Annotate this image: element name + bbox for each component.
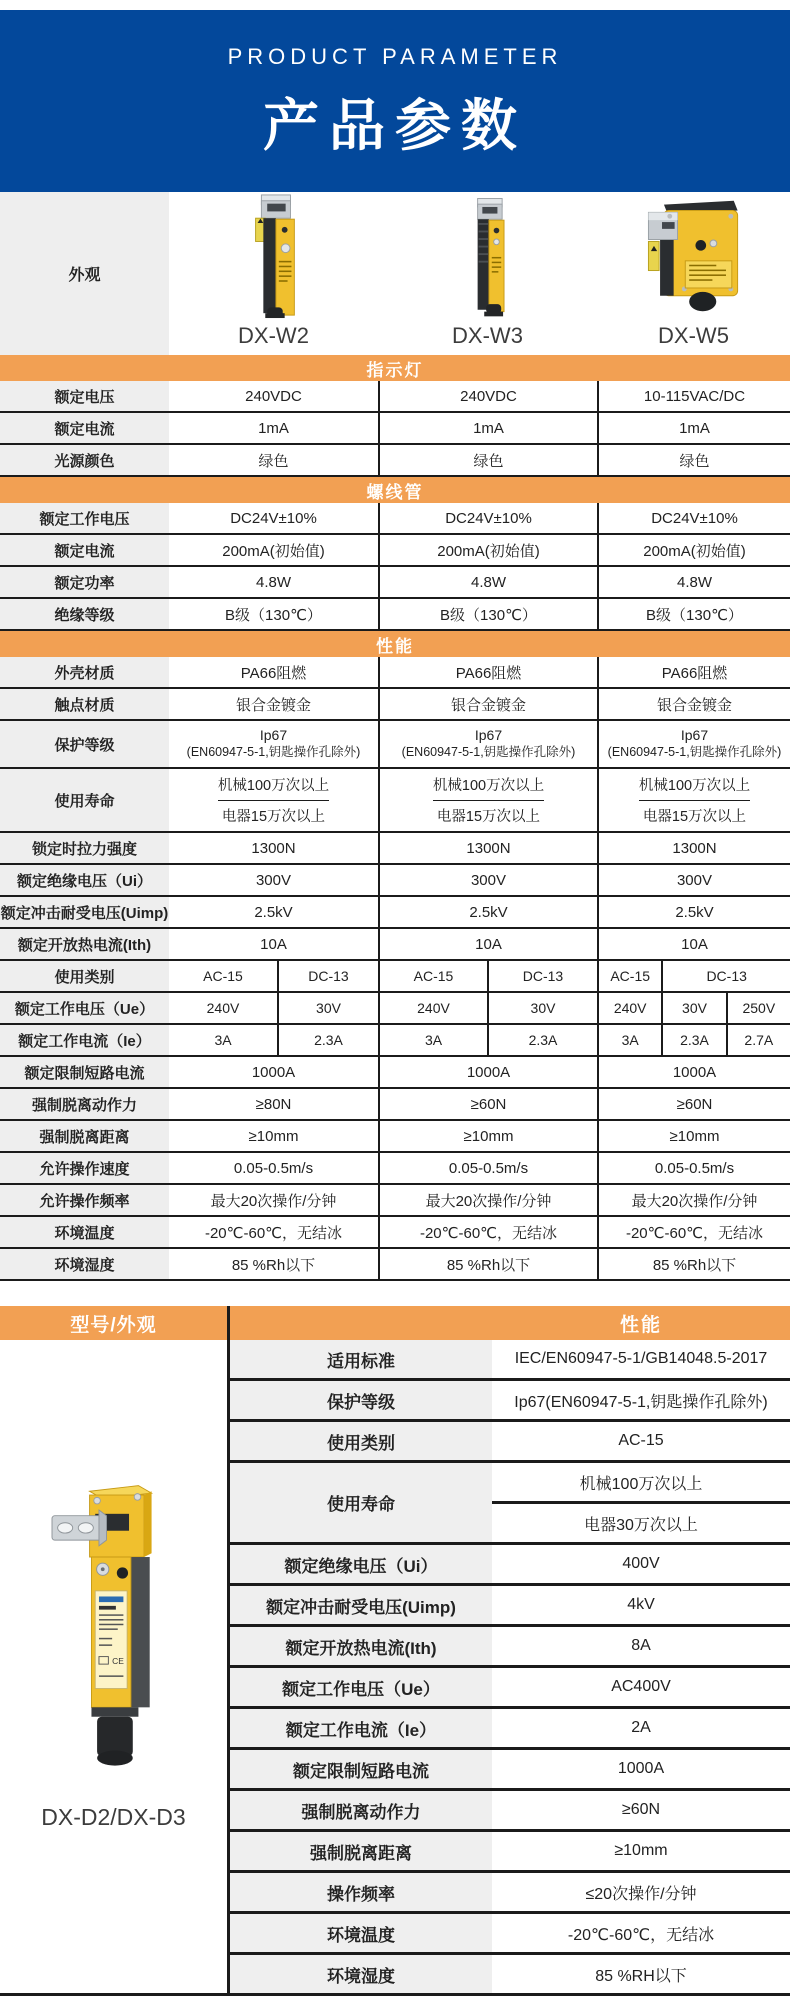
row-value: 300V: [597, 865, 790, 895]
row-value: 绿色: [378, 445, 597, 475]
row-value: 绿色: [597, 445, 790, 475]
row-label: 额定开放热电流(Ith): [0, 929, 169, 959]
row-value: 240VDC: [378, 381, 597, 411]
row-label: 额定工作电压（Ue）: [0, 993, 169, 1023]
table-row-rated-power: [0, 567, 790, 599]
table-row-ambient-humidity: [0, 1249, 790, 1281]
section-band-performance: 性能: [0, 631, 790, 657]
table-row-ambient-temperature: [230, 1914, 790, 1955]
row-value: DC24V±10%: [597, 503, 790, 533]
table-row-impulse-voltage: [230, 1586, 790, 1627]
product-image-dx-w2: [235, 193, 313, 319]
row-value: 绿色: [258, 452, 289, 470]
table-row-shell-material: [0, 657, 790, 689]
row-value: 240V 30V 250V: [597, 993, 790, 1023]
banner-subtitle: PRODUCT PARAMETER: [227, 44, 563, 69]
row-value: 300V: [255, 871, 292, 889]
row-value: 1000A: [617, 1760, 665, 1777]
row-value: AC-15 DC-13: [597, 961, 790, 991]
row-label: 使用寿命: [230, 1463, 492, 1542]
table-row-contact-material: [0, 689, 790, 721]
table-row-operating-speed: [0, 1153, 790, 1185]
table-row-short-circuit-current: [230, 1750, 790, 1791]
row-value: ≥10mm: [378, 1121, 597, 1151]
table-row-forced-release-force: [230, 1791, 790, 1832]
row-label: 保护等级: [0, 721, 169, 767]
row-label: 强制脱离距离: [0, 1121, 169, 1151]
header-performance: 性能: [619, 1314, 662, 1336]
row-value: PA66阻燃: [378, 657, 597, 687]
row-value: -20℃-60℃，无结冰: [204, 1224, 343, 1242]
row-value: 85 %Rh以下: [597, 1249, 790, 1279]
row-label: 额定电流: [0, 535, 169, 565]
product-image-dx-d2-d3: [48, 1480, 180, 1790]
table-row-standard: [230, 1340, 790, 1381]
row-value: 0.05-0.5m/s: [378, 1153, 597, 1183]
row-value: 1mA: [597, 413, 790, 443]
table-row-rated-voltage: [0, 381, 790, 413]
row-label: 额定限制短路电流: [230, 1750, 492, 1788]
row-label: 触点材质: [0, 689, 169, 719]
table-row-insulation-class: [0, 599, 790, 631]
row-value: ≥60N: [597, 1089, 790, 1119]
table-row-forced-release-distance: [0, 1121, 790, 1153]
row-label: 光源颜色: [0, 445, 169, 475]
row-value: 1mA: [378, 413, 597, 443]
row-label: 使用类别: [0, 961, 169, 991]
table-row-service-life: [0, 769, 790, 833]
product-image-dx-w5: [639, 193, 749, 319]
row-label: 操作频率: [230, 1873, 492, 1911]
product-caption: DX-W2: [238, 323, 309, 348]
row-value: 最大20次操作/分钟: [210, 1192, 337, 1210]
row-label: 额定工作电流（Ie）: [0, 1025, 169, 1055]
table-row-ambient-humidity: [230, 1955, 790, 1993]
row-value: Ip67 (EN60947-5-1,钥匙操作孔除外): [186, 727, 361, 759]
row-value: 1000A: [597, 1057, 790, 1087]
table-row-insulation-voltage: [0, 865, 790, 897]
row-label: 使用类别: [230, 1422, 492, 1460]
row-value: Ip67 (EN60947-5-1,钥匙操作孔除外): [597, 721, 790, 767]
row-value: 300V: [378, 865, 597, 895]
row-value: AC-15: [618, 1432, 664, 1449]
row-value: ≥10mm: [614, 1842, 668, 1859]
spec-table-dx-d: [0, 1306, 790, 1996]
row-label: 额定绝缘电压（Ui）: [0, 865, 169, 895]
row-value: 10A: [260, 935, 287, 953]
table-row-ambient-temperature: [0, 1217, 790, 1249]
row-label: 额定电压: [0, 381, 169, 411]
row-value: 200mA(初始值): [597, 535, 790, 565]
row-value: 4.8W: [255, 573, 291, 591]
row-value: 200mA(初始值): [222, 542, 325, 560]
table-row-insulation-voltage: [230, 1545, 790, 1586]
product-image-dx-w3: [455, 193, 521, 319]
row-value: 85 %Rh以下: [231, 1256, 316, 1274]
table-row-forced-release-force: [0, 1089, 790, 1121]
row-value: 0.05-0.5m/s: [233, 1159, 314, 1177]
table-row-light-color: [0, 445, 790, 477]
row-label: 额定开放热电流(Ith): [230, 1627, 492, 1665]
row-value: 4kV: [627, 1596, 655, 1613]
table-row-operating-frequency: [0, 1185, 790, 1217]
table-row-utilization-category: [230, 1422, 790, 1463]
table-row-thermal-current: [0, 929, 790, 961]
section-band-indicator: 指示灯: [0, 355, 790, 381]
row-value: AC400V: [611, 1678, 671, 1695]
row-value: 10A: [597, 929, 790, 959]
row-value: -20℃-60℃，无结冰: [378, 1217, 597, 1247]
row-value: 0.05-0.5m/s: [597, 1153, 790, 1183]
row-value: 10-115VAC/DC: [597, 381, 790, 411]
row-value: 2A: [631, 1719, 651, 1736]
row-value: AC-15 DC-13: [169, 961, 378, 991]
row-label: 额定冲击耐受电压(Uimp): [0, 897, 169, 927]
row-value: ≥80N: [255, 1095, 292, 1113]
row-value: B级（130℃）: [378, 599, 597, 629]
row-value: 银合金镀金: [378, 689, 597, 719]
table-row-working-current-ie: [0, 1025, 790, 1057]
row-value: -20℃-60℃，无结冰: [597, 1217, 790, 1247]
table-row-operating-frequency: [230, 1873, 790, 1914]
row-label: 强制脱离距离: [230, 1832, 492, 1870]
row-value: 3A 2.3A: [169, 1025, 378, 1055]
row-value: ≥60N: [378, 1089, 597, 1119]
table-row-working-voltage-ue: [0, 993, 790, 1025]
row-label: 锁定时拉力强度: [0, 833, 169, 863]
row-value: 银合金镀金: [597, 689, 790, 719]
spec-table-dx-d-body: [0, 1340, 790, 1996]
row-value: 400V: [622, 1555, 660, 1572]
row-label: 绝缘等级: [0, 599, 169, 629]
row-value: 2.5kV: [254, 903, 293, 921]
table-row-short-circuit-current: [0, 1057, 790, 1089]
row-value: B级（130℃）: [225, 606, 322, 624]
row-value: 4.8W: [378, 567, 597, 597]
row-label: 额定工作电流（Ie）: [230, 1709, 492, 1747]
row-label: 环境湿度: [0, 1249, 169, 1279]
row-label: 允许操作速度: [0, 1153, 169, 1183]
row-label: 环境湿度: [230, 1955, 492, 1993]
row-label: 额定冲击耐受电压(Uimp): [230, 1586, 492, 1624]
row-value: Ip67(EN60947-5-1,钥匙操作孔除外): [514, 1393, 768, 1411]
page-title: 产品参数: [263, 94, 527, 157]
row-label: 环境温度: [230, 1914, 492, 1952]
row-value: 3A 2.3A 2.7A: [597, 1025, 790, 1055]
row-label: 强制脱离动作力: [230, 1791, 492, 1829]
appearance-label: 外观: [0, 192, 169, 355]
row-value: 85 %RH以下: [595, 1967, 687, 1985]
row-label: 额定限制短路电流: [0, 1057, 169, 1087]
product-cell-dx-w5: [597, 192, 790, 355]
row-value: ≥60N: [621, 1801, 661, 1818]
row-value: ≥10mm: [597, 1121, 790, 1151]
row-label: 使用寿命: [0, 769, 169, 831]
header-model-appearance: 型号/外观: [0, 1306, 230, 1340]
row-value: IEC/EN60947-5-1/GB14048.5-2017: [514, 1350, 768, 1367]
row-label: 适用标准: [230, 1340, 492, 1378]
table-row-rated-current: [0, 413, 790, 445]
product-caption: DX-W5: [658, 323, 729, 348]
row-value: 最大20次操作/分钟: [378, 1185, 597, 1215]
row-value: 85 %Rh以下: [378, 1249, 597, 1279]
row-label: 额定工作电压（Ue）: [230, 1668, 492, 1706]
table-row-working-voltage-ue: [230, 1668, 790, 1709]
row-value: B级（130℃）: [597, 599, 790, 629]
table-row-locking-strength: [0, 833, 790, 865]
row-value: DC24V±10%: [378, 503, 597, 533]
table-row-protection-class: [230, 1381, 790, 1422]
spec-rows-dx-d: [230, 1340, 790, 1993]
table-row-forced-release-distance: [230, 1832, 790, 1873]
row-value: -20℃-60℃，无结冰: [567, 1926, 715, 1944]
row-value: 1mA: [258, 419, 289, 437]
row-value: 240V 30V: [169, 993, 378, 1023]
row-value: AC-15 DC-13: [378, 961, 597, 991]
row-label: 额定绝缘电压（Ui）: [230, 1545, 492, 1583]
row-label: 强制脱离动作力: [0, 1089, 169, 1119]
row-value: 机械100万次以上 电器30万次以上: [492, 1463, 790, 1542]
row-value: 1300N: [378, 833, 597, 863]
row-value: 200mA(初始值): [378, 535, 597, 565]
row-value: 240VDC: [245, 387, 302, 405]
row-label: 环境温度: [0, 1217, 169, 1247]
row-value: 机械100万次以上 电器15万次以上: [597, 769, 790, 831]
row-label: 额定电流: [0, 413, 169, 443]
row-value: 机械100万次以上 电器15万次以上: [378, 769, 597, 831]
row-value: 10A: [378, 929, 597, 959]
spec-table-dx-d-header: [0, 1306, 790, 1340]
row-value: 8A: [631, 1637, 651, 1654]
table-row-service-life: [230, 1463, 790, 1545]
product-cell-dx-w3: [378, 192, 597, 355]
row-value: 2.5kV: [378, 897, 597, 927]
page-banner: [0, 10, 790, 192]
row-value: 最大20次操作/分钟: [597, 1185, 790, 1215]
table-row-utilization-category: [0, 961, 790, 993]
row-value: 1000A: [378, 1057, 597, 1087]
table-row-working-voltage: [0, 503, 790, 535]
row-label: 额定功率: [0, 567, 169, 597]
row-value: 1000A: [251, 1063, 296, 1081]
row-label: 保护等级: [230, 1381, 492, 1419]
product-caption-dx-d: DX-D2/DX-D3: [41, 1804, 186, 1830]
row-value: PA66阻燃: [597, 657, 790, 687]
row-label: 外壳材质: [0, 657, 169, 687]
row-value: 2.5kV: [597, 897, 790, 927]
row-value: 1300N: [597, 833, 790, 863]
appearance-row: [0, 192, 790, 355]
product-cell-dx-w2: [169, 192, 378, 355]
table-row-protection-class: [0, 721, 790, 769]
svg-text:CE: CE: [111, 1656, 124, 1667]
row-value: ≥10mm: [248, 1127, 299, 1145]
table-row-solenoid-current: [0, 535, 790, 567]
product-cell-dx-d: [0, 1340, 230, 1993]
product-caption: DX-W3: [452, 323, 523, 348]
row-label: 允许操作频率: [0, 1185, 169, 1215]
row-value: 3A 2.3A: [378, 1025, 597, 1055]
table-row-working-current-ie: [230, 1709, 790, 1750]
row-value: 240V 30V: [378, 993, 597, 1023]
row-value: Ip67 (EN60947-5-1,钥匙操作孔除外): [378, 721, 597, 767]
row-value: ≤20次操作/分钟: [585, 1885, 697, 1903]
row-value: DC24V±10%: [230, 509, 317, 527]
top-margin: [0, 0, 790, 10]
table-row-thermal-current: [230, 1627, 790, 1668]
row-value: PA66阻燃: [240, 664, 307, 682]
section-band-solenoid: 螺线管: [0, 477, 790, 503]
header-performance-cell: [230, 1306, 790, 1340]
row-label: 额定工作电压: [0, 503, 169, 533]
row-value: 机械100万次以上 电器15万次以上: [169, 769, 378, 831]
row-value: 4.8W: [597, 567, 790, 597]
row-value: 1300N: [251, 839, 296, 857]
row-value: 银合金镀金: [235, 696, 311, 714]
table-row-impulse-voltage: [0, 897, 790, 929]
spec-table-main: [0, 192, 790, 1281]
